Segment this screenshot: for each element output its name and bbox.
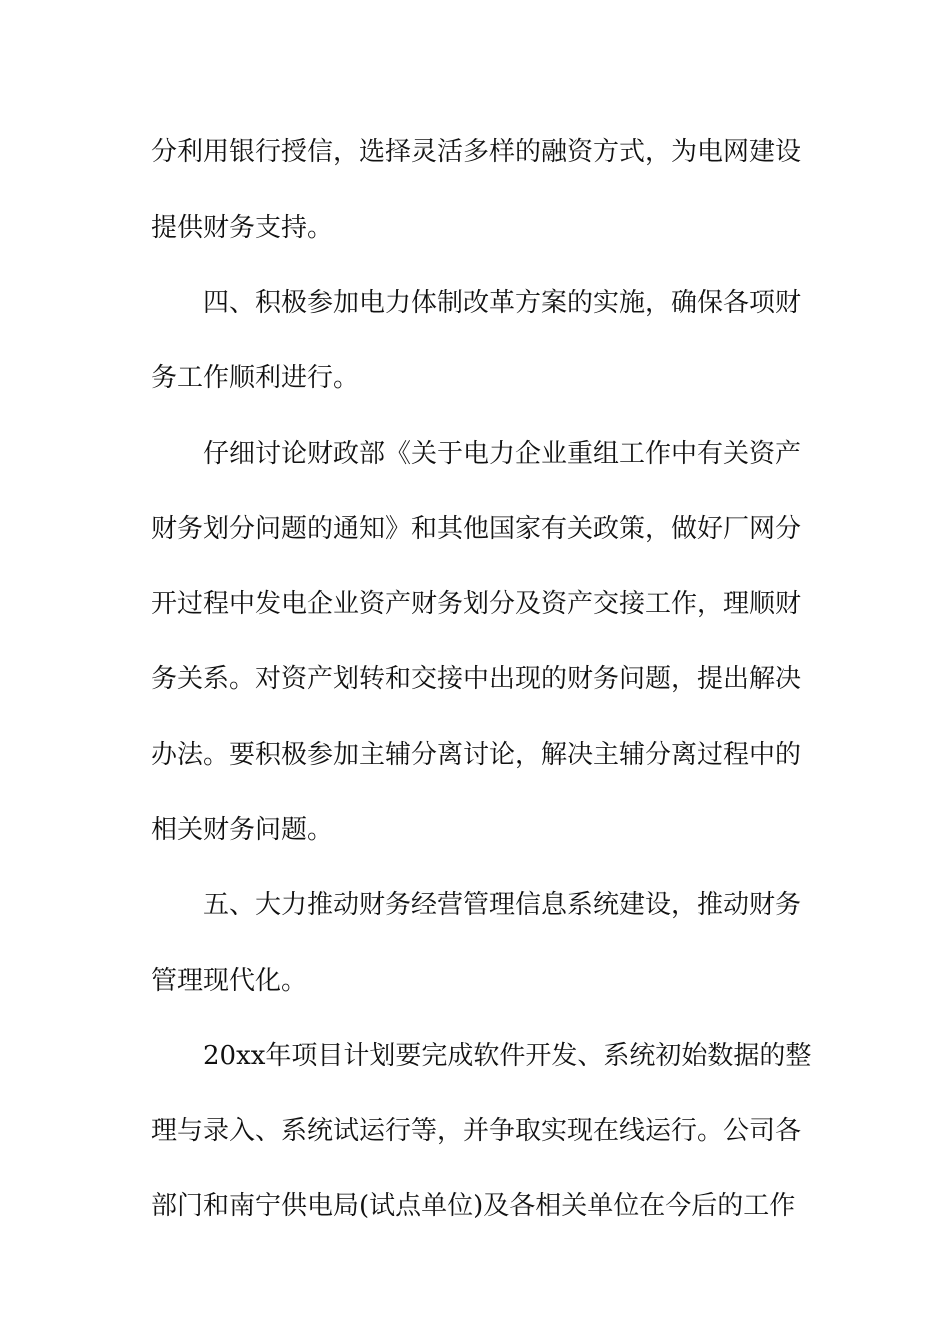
paragraph-heading: 五、大力推动财务经营管理信息系统建设，推动财务	[203, 890, 802, 920]
text-line: 办法。要积极参加主辅分离讨论，解决主辅分离过程中的	[151, 740, 802, 770]
text-line: 开过程中发电企业资产财务划分及资产交接工作，理顺财	[151, 589, 802, 619]
text-line: 20xx年项目计划要完成软件开发、系统初始数据的整	[203, 1041, 812, 1071]
text-line: 提供财务支持。	[151, 213, 334, 243]
text-line: 财务划分问题的通知》和其他国家有关政策，做好厂网分	[151, 514, 802, 544]
text-line: 务关系。对资产划转和交接中出现的财务问题，提出解决	[151, 664, 802, 694]
text-line: 务工作顺利进行。	[151, 363, 360, 393]
text-line: 管理现代化。	[151, 966, 308, 996]
text-line: 理与录入、系统试运行等，并争取实现在线运行。公司各	[151, 1116, 802, 1146]
text-line: 分利用银行授信，选择灵活多样的融资方式，为电网建设	[151, 137, 802, 167]
text-line: 相关财务问题。	[151, 815, 334, 845]
text-line: 仔细讨论财政部《关于电力企业重组工作中有关资产	[203, 439, 802, 469]
paragraph-heading: 四、积极参加电力体制改革方案的实施，确保各项财	[203, 288, 802, 318]
text-line: 部门和南宁供电局(试点单位)及各相关单位在今后的工作	[151, 1191, 796, 1221]
